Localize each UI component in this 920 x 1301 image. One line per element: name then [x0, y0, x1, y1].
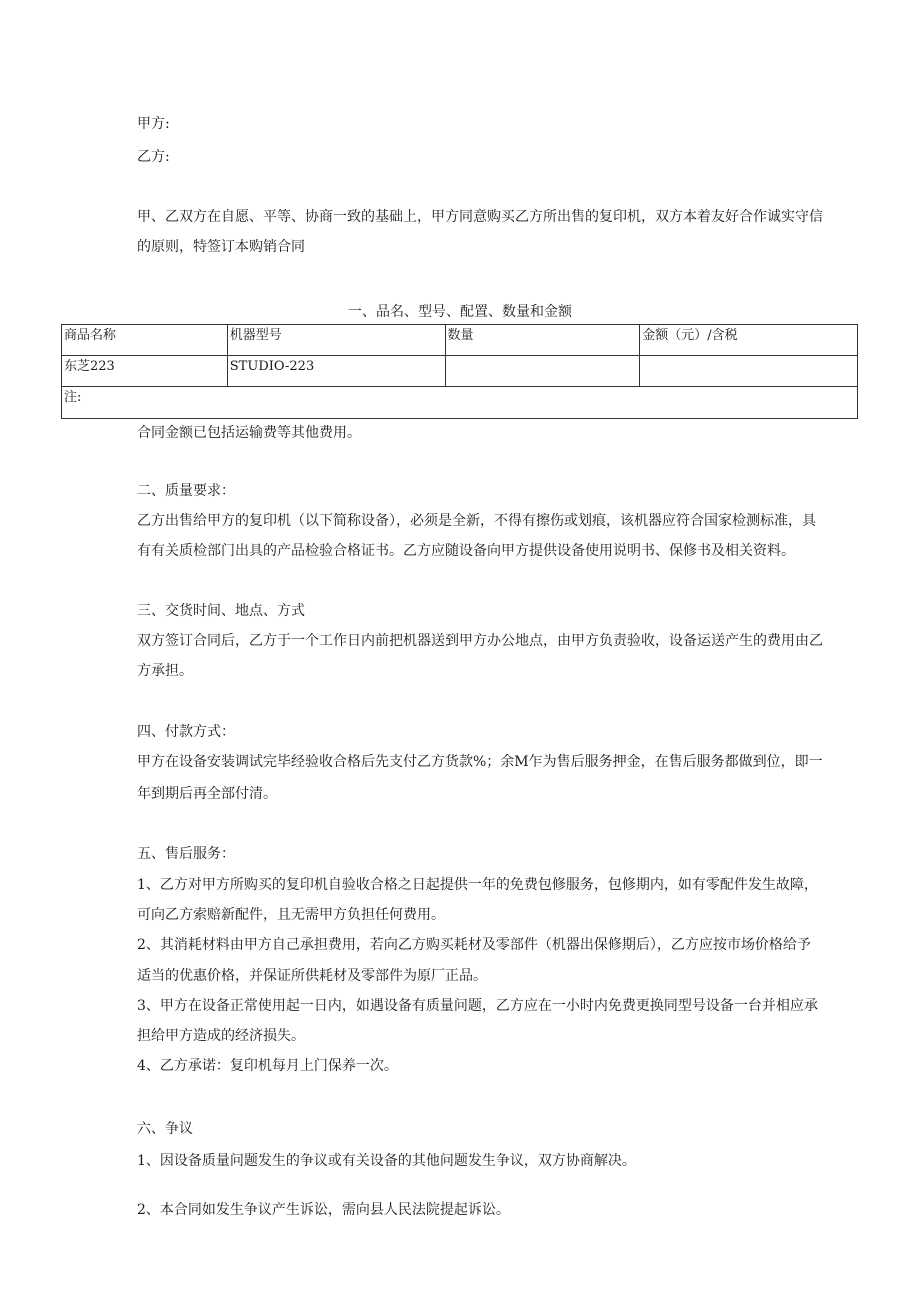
header-model: 机器型号 [227, 325, 445, 356]
section-4-line-2: 年到期后再全部付清。 [137, 786, 277, 802]
items-table [61, 324, 858, 419]
section-1-title: 一、品名、型号、配置、数量和金额 [348, 304, 572, 320]
intro-line-2: 的原则，特签订本购销合同 [137, 239, 305, 255]
section-2-line-2: 有有关质检部门出具的产品检验合格证书。乙方应随设备向甲方提供设备使用说明书、保修书及相关资料。 [137, 543, 795, 559]
section-4-title: 四、付款方式： [137, 724, 235, 740]
service-item-2-line-1: 2、其消耗材料由甲方自己承担费用，若向乙方购买耗材及零部件（机器出保修期后），乙方应按市场价格给予 [137, 937, 811, 953]
party-b-label: 乙方: [137, 149, 170, 165]
header-quantity: 数量 [445, 325, 640, 356]
service-item-4-line-1: 4、乙方承诺：复印机每月上门保养一次。 [137, 1058, 398, 1074]
after-table-note: 合同金额已包括运输费等其他费用。 [137, 425, 361, 441]
service-item-3-line-1: 3、甲方在设备正常使用起一日内，如遇设备有质量问题，乙方应在一小时内免费更换同型号设备一台并相应承 [137, 998, 818, 1014]
section-2-line-1: 乙方出售给甲方的复印机（以下简称设备），必须是全新，不得有擦伤或划痕，该机器应符合国家检测标准，具 [137, 513, 816, 529]
section-3-line-2: 方承担。 [137, 663, 193, 679]
cell-note: 注: [62, 387, 858, 419]
table-header-row [62, 325, 858, 356]
service-item-3-line-2: 担给甲方造成的经济损失。 [137, 1028, 305, 1044]
service-item-1-line-1: 1、乙方对甲方所购买的复印机自验收合格之日起提供一年的免费包修服务，包修期内，如有零配件发生故障， [137, 877, 818, 893]
section-6-title: 六、争议 [137, 1121, 193, 1137]
section-2-title: 二、质量要求： [137, 483, 235, 499]
header-amount: 金额（元）/含税 [640, 325, 858, 356]
cell-quantity [445, 356, 640, 387]
cell-model: STUDIO-223 [227, 356, 445, 387]
header-product-name: 商品名称 [62, 325, 228, 356]
intro-line-1: 甲、乙双方在自愿、平等、协商一致的基础上，甲方同意购买乙方所出售的复印机，双方本着友好合作诚实守信 [137, 209, 823, 225]
cell-amount [640, 356, 858, 387]
cell-product-name: 东芝223 [62, 356, 228, 387]
table-note-row [62, 387, 858, 419]
section-5-title: 五、售后服务： [137, 846, 235, 862]
section-4-line-1: 甲方在设备安装调试完毕经验收合格后先支付乙方货款%；余M乍为售后服务押金，在售后服务都做到位，即一 [137, 754, 823, 770]
service-item-1-line-2: 可向乙方索赔新配件，且无需甲方负担任何费用。 [137, 907, 445, 923]
dispute-item-2: 2、本合同如发生争议产生诉讼，需向县人民法院提起诉讼。 [137, 1202, 510, 1218]
section-3-title: 三、交货时间、地点、方式 [137, 603, 305, 619]
table-row [62, 356, 858, 387]
service-item-2-line-2: 适当的优惠价格，并保证所供耗材及零部件为原厂正品。 [137, 968, 487, 984]
section-3-line-1: 双方签订合同后，乙方于一个工作日内前把机器送到甲方办公地点，由甲方负责验收，设备运送产生的费用由乙 [137, 633, 823, 649]
dispute-item-1: 1、因设备质量问题发生的争议或有关设备的其他问题发生争议，双方协商解决。 [137, 1153, 636, 1169]
party-a-label: 甲方: [137, 116, 170, 132]
